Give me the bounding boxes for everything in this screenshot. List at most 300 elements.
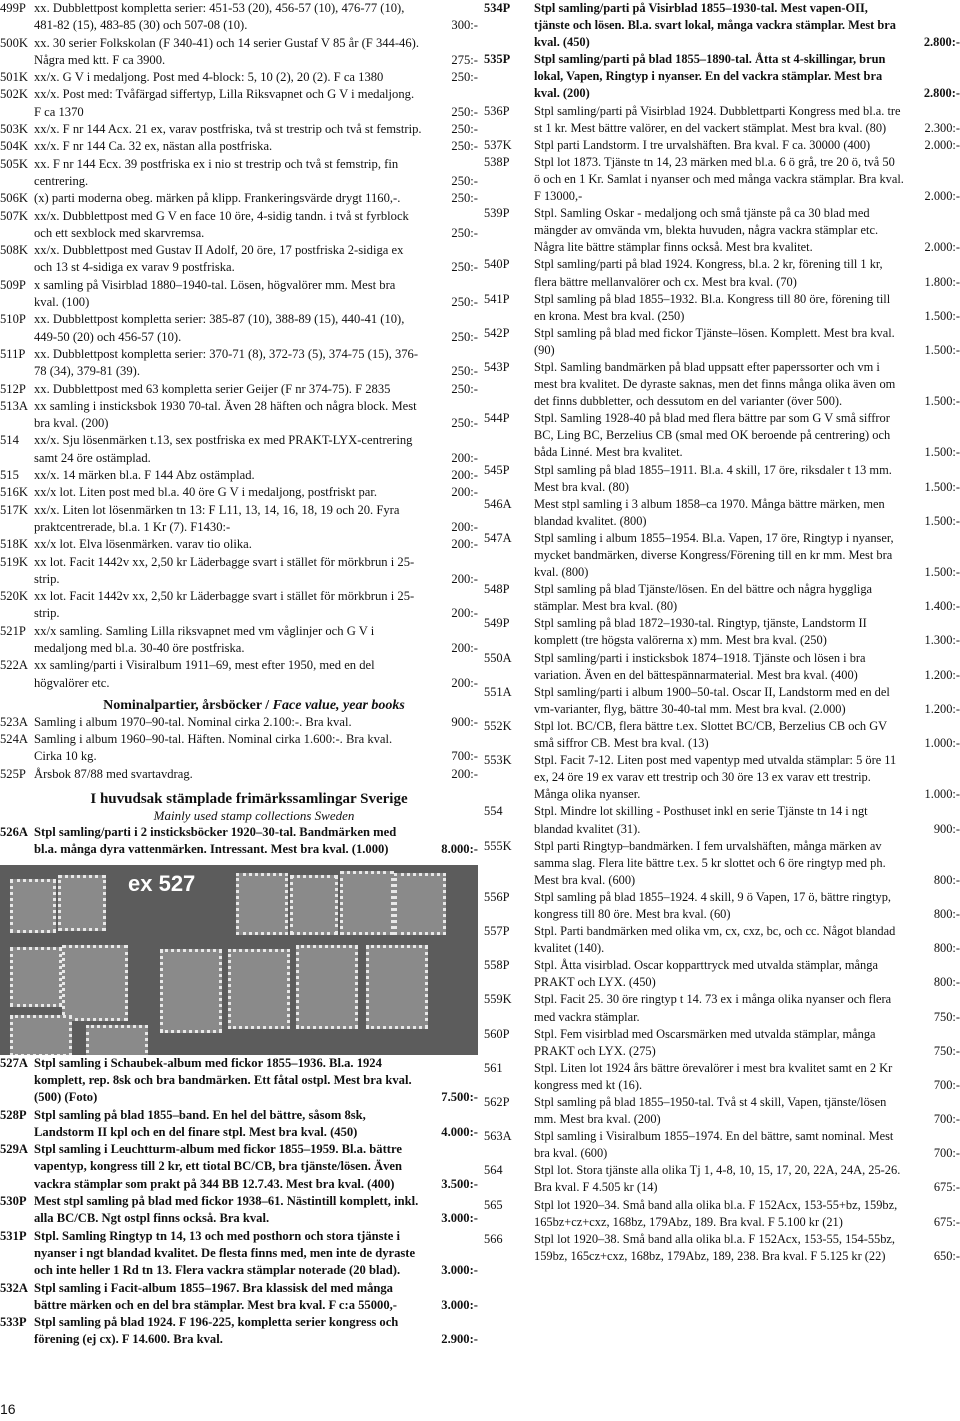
lot-description: Samling i album 1960–90-tal. Häften. Nominal cirka 1.600:-. Bra kval. Cirka 10 kg. (34, 732, 393, 764)
lot-price: 300:- (451, 18, 478, 33)
lot-entry (484, 205, 960, 256)
lot-number: 546A (484, 496, 512, 511)
stamp-image (160, 949, 222, 1033)
lot-number: 554 (484, 804, 503, 819)
lot-price: 8.000:- (441, 842, 478, 857)
lot-description: Stpl lot 1873. Tjänste tn 14, 23 märken med bl.a. 6 ö grå, tre 20 ö, två 50 ö och en 1 Kr. Samlat i nyanser och med många vackra stämplar. Bra kval. F 13000,- (534, 154, 904, 204)
lot-number: 539P (484, 206, 510, 221)
stamp-image (86, 1025, 148, 1055)
lot-price: 200:- (451, 571, 478, 586)
lot-number: 508K (0, 243, 28, 258)
lot-number: 504K (0, 139, 28, 154)
lot-price: 675:- (933, 1214, 960, 1229)
lot-entry (484, 752, 960, 803)
lot-description: xx/x samling. Samling Lilla riksvapnet med vm våglinjer och G V i medaljong med bl.a. 30-40 öre postfriska. (34, 623, 375, 655)
lot-number: 520K (0, 589, 28, 604)
lot-price: 200:- (451, 537, 478, 552)
lot-number: 545P (484, 462, 510, 477)
lot-number: 511P (0, 346, 26, 361)
lot-description: Stpl samling/parti i insticksbok 1874–1918. Tjänste och lösen i bra variation. Även en del bättespännarmaterial. Mest bra kval. (400) (534, 650, 866, 682)
left-column (0, 0, 478, 1349)
lot-price: 900:- (933, 821, 960, 836)
lot-entry (0, 1314, 478, 1349)
lot-entry (0, 346, 478, 381)
lot-description: Samling i album 1970–90-tal. Nominal cirka 2.100:-. Bra kval. (34, 714, 352, 729)
lot-price: 250:- (451, 381, 478, 396)
stamp-image (236, 873, 288, 935)
lot-description: Stpl samling på blad 1855–1911. Bl.a. 4 skill, 17 öre, riksdaler t 13 mm. Mest bra kval. (80) (534, 462, 892, 494)
lot-price: 675:- (933, 1180, 960, 1195)
page-number: 16 (0, 1401, 16, 1417)
lot-number: 558P (484, 958, 510, 973)
lot-description: xx lot. Facit 1442v xx, 2,50 kr Läderbagge svart i stället för mörkbrun i 25-strip. (34, 554, 415, 586)
lot-number: 562P (484, 1095, 510, 1109)
lot-number: 515 (0, 468, 19, 483)
lot-price: 1.500:- (924, 308, 960, 323)
lot-entry (484, 0, 960, 51)
lot-price: 1.000:- (924, 787, 960, 802)
lot-description: xx/x. Dubblettpost med Gustav II Adolf, 20 öre, 17 postfriska 2-sidiga ex och 13 st 4-sidiga ex varav 9 postfriska. (34, 243, 404, 275)
lot-entry (0, 381, 478, 398)
lot-entry (0, 1280, 478, 1315)
lot-price: 200:- (451, 519, 478, 534)
lot-entry (0, 35, 478, 70)
lot-price: 250:- (451, 70, 478, 85)
lot-number: 510P (0, 312, 26, 327)
lot-entry (484, 410, 960, 461)
stamp-image (296, 945, 358, 1029)
lot-price: 250:- (451, 225, 478, 240)
lot-description: Mest stpl samling i 3 album 1858–ca 1970. Många bättre märken, men blandad kvalitet. (800) (534, 496, 885, 528)
lot-price: 800:- (933, 906, 960, 921)
lot-number: 521P (0, 623, 26, 638)
stamp-image (62, 945, 128, 1021)
lot-price: 1.000:- (924, 736, 960, 751)
lot-price: 250:- (451, 295, 478, 310)
lot-entry (0, 86, 478, 121)
lot-description: Stpl samling på blad Tjänste/lösen. En del bättre och några hyggliga stämplar. Mest bra kval. (80) (534, 582, 873, 614)
stamp-image (394, 873, 446, 935)
lot-entry (0, 311, 478, 346)
lot-description: xx/x. 14 märken bl.a. F 144 Abz ostämplad. (34, 468, 255, 483)
lot-entry (484, 1060, 960, 1094)
lot-number: 564 (484, 1163, 503, 1178)
lot-price: 900:- (451, 714, 478, 729)
lot-entry (484, 154, 960, 205)
lot-number: 526A (0, 825, 28, 840)
lot-price: 1.200:- (924, 701, 960, 716)
lot-number: 531P (0, 1228, 27, 1243)
lot-description: xx. Dubblettpost kompletta serier: 385-87 (10), 388-89 (15), 440-41 (10), 449-50 (20) och 456-57 (10). (34, 312, 405, 344)
lot-number: 507K (0, 208, 28, 223)
stamp-image (366, 945, 428, 1029)
lot-list (484, 103, 960, 1265)
lot-entry (484, 650, 960, 684)
lot-number: 538P (484, 154, 510, 169)
lot-price: 1.800:- (924, 274, 960, 289)
lot-number: 537K (484, 137, 512, 152)
lot-entry (0, 657, 478, 692)
lot-description: Stpl samling i Facit-album 1855–1967. Bra klassisk del med många bättre märken och en del bra stämplar. Mest bra kval. F c:a 55000,- (34, 1280, 397, 1312)
lot-description: Stpl. Parti bandmärken med olika vm, cx, cxz, bc, och cc. Något blandad kvalitet (140). (534, 924, 896, 956)
lot-price: 1.300:- (924, 633, 960, 648)
lot-description: x samling på Visirblad 1880–1940-tal. Lösen, högvalörer mm. Mest bra kval. (100) (34, 277, 396, 310)
lot-price: 7.500:- (441, 1090, 478, 1105)
lot-entry (0, 156, 478, 191)
lot-price: 250:- (451, 191, 478, 206)
stamp-image (10, 1015, 72, 1055)
lot-entry (484, 1231, 960, 1265)
lot-description: Stpl. Samling 1928-40 på blad med flera bättre par som G V små siffror BC, Ling BC, Berzelius CB (smal med OK beroende på centrering) och båda Linné. Mest bra kvalitet. (534, 411, 891, 460)
lot-number: 513A (0, 398, 28, 413)
lot-entry (0, 69, 478, 86)
lot-price: 1.500:- (924, 445, 960, 460)
lot-price: 1.500:- (924, 479, 960, 494)
lot-description: xx/x. G V i medaljong. Post med 4-block: 5, 10 (2), 20 (2). F ca 1380 (34, 70, 384, 85)
lot-number: 565 (484, 1197, 503, 1212)
lot-entry (484, 137, 960, 154)
lot-description: Stpl samling/parti på blad 1924. Kongress, bl.a. 2 kr, förening till 1 kr, flera bättre mellanvalörer och cx. Mest bra kval. (70) (534, 257, 883, 289)
lot-number: 527A (0, 1055, 28, 1070)
lot-number: 503K (0, 122, 28, 137)
lot-number: 534P (484, 1, 511, 15)
photo-label: ex 527 (128, 870, 196, 896)
lot-number: 553K (484, 753, 512, 768)
lot-entry (484, 1197, 960, 1231)
lot-entry (0, 502, 478, 537)
lot-description: xx. 30 serier Folkskolan (F 340-41) och 14 serier Gustaf V 85 år (F 344-46). Några med ktt. F ca 3900. (34, 35, 419, 67)
lot-number: 501K (0, 70, 28, 85)
lot-number: 502K (0, 87, 28, 102)
lot-price: 200:- (451, 640, 478, 655)
lot-entry (484, 1162, 960, 1196)
lot-list (484, 0, 960, 103)
lot-price: 2.900:- (441, 1332, 478, 1347)
lot-price: 200:- (451, 766, 478, 781)
lot-description: xx. Dubblettpost med 63 kompletta serier Geijer (F nr 374-75). F 2835 (34, 381, 391, 396)
lot-number: 524A (0, 732, 28, 747)
lot-description: xx/x lot. Liten post med bl.a. 40 öre G V i medaljong, postfriskt par. (34, 485, 378, 500)
lot-price: 2.000:- (924, 240, 960, 255)
lot-entry (0, 1193, 478, 1228)
lot-entry (0, 484, 478, 501)
lot-price: 250:- (451, 173, 478, 188)
lot-entry (0, 398, 478, 433)
lot-number: 517K (0, 502, 28, 517)
lot-entry (484, 359, 960, 410)
stamp-image (290, 875, 338, 935)
lot-entry (0, 824, 478, 859)
lot-description: Stpl samling i album 1855–1954. Bl.a. Vapen, 17 öre, Ringtyp i nyanser, mycket bandmärken, diverse Kongress/Förening till en kr mm. Mest bra kval. (800) (534, 530, 894, 580)
lot-entry (484, 325, 960, 359)
lot-number: 552K (484, 718, 512, 733)
stamp-photo (0, 865, 478, 1055)
lot-entry (484, 1128, 960, 1162)
lot-entry (484, 889, 960, 923)
lot-price: 1.200:- (924, 667, 960, 682)
lot-description: Stpl samling/parti i album 1900–50-tal. Oscar II, Landstorm med en del vm-varianter, flyg, bättre 30-40-tal mm. Mest bra kval. (2.000) (534, 684, 890, 716)
lot-description: xx samling i insticksbok 1930 70-tal. Även 28 häften och några block. Mest bra kval. (200) (34, 398, 417, 431)
lot-number: 523A (0, 714, 28, 729)
lot-number: 499P (0, 1, 26, 15)
lot-price: 700:- (933, 1112, 960, 1127)
lot-number: 544P (484, 411, 510, 426)
lot-number: 533P (0, 1315, 27, 1330)
lot-entry (0, 1055, 478, 1107)
lot-entry (0, 190, 478, 207)
lot-description: Stpl samling i Schaubek-album med fickor 1855–1936. Bl.a. 1924 komplett, rep. 8sk och bra bandmärken. Ett fåtal ostpl. Mest bra kval. (500) (Foto) (34, 1055, 412, 1105)
lot-entry (0, 1107, 478, 1142)
lot-description: xx. F nr 144 Ecx. 39 postfriska ex i nio st trestrip och två st femstrip, fin centrering. (34, 156, 399, 188)
lot-entry (484, 462, 960, 496)
lot-number: 506K (0, 191, 28, 206)
lot-number: 548P (484, 582, 510, 597)
lot-entry (484, 103, 960, 137)
lot-description: xx/x. Dubblettpost med G V en face 10 öre, 4-sidig tandn. i två st fyrblock och ett sexblock med skarvremsa. (34, 208, 409, 240)
lot-entry (484, 615, 960, 649)
stamp-image (58, 875, 106, 931)
lot-entry (484, 838, 960, 889)
lot-description: Stpl samling på blad med fickor Tjänste–lösen. Komplett. Mest bra kval. (90) (534, 325, 895, 357)
lot-description: xx/x. Sju lösenmärken t.13, sex postfriska ex med PRAKT-LYX-centrering samt 24 öre ostämplad. (34, 433, 413, 465)
lot-number: 516K (0, 485, 28, 500)
lot-entry (484, 1026, 960, 1060)
lot-number: 529A (0, 1142, 28, 1157)
lot-description: Stpl samling i Leuchtturm-album med fickor 1855–1959. Bl.a. bättre vapentyp, kongress till 2 kr, ett tiotal BC/CB, bra tjänste/lösen. Även vackra stämplar som prakt på 344 BB 12.7.43. Mest bra kval. (400) (34, 1142, 403, 1191)
lot-number: 566 (484, 1231, 503, 1246)
lot-description: xx/x. F nr 144 Ca. 32 ex, nästan alla postfriska. (34, 139, 273, 154)
lot-price: 3.000:- (441, 1297, 478, 1312)
lot-number: 541P (484, 291, 510, 306)
lot-description: Stpl samling på blad 1924. F 196-225, kompletta serier kongress och förening (ej cx). F 14.600. Bra kval. (34, 1315, 399, 1347)
lot-price: 800:- (933, 941, 960, 956)
lot-number: 560P (484, 1026, 510, 1041)
lot-price: 2.800:- (923, 86, 960, 101)
section-heading-english: Face value, year books (272, 697, 405, 713)
lot-description: Stpl samling i Visiralbum 1855–1974. En del bättre, samt nominal. Mest bra kval. (600) (534, 1129, 894, 1161)
lot-description: Stpl parti Ringtyp–bandmärken. I fem urvalshäften, många märken av samma slag. Flera lite bättre t.ex. 5 kr slottet och 6 öre ringtyp med ph. Mest bra kval. (600) (534, 838, 886, 887)
lot-entry (0, 1141, 478, 1193)
lot-price: 250:- (451, 260, 478, 275)
lot-price: 700:- (933, 1077, 960, 1092)
lot-entry (484, 991, 960, 1025)
lot-number: 514 (0, 433, 19, 448)
lot-entry (484, 803, 960, 837)
lot-description: Stpl. Samling Oskar - medaljong och små tjänste på ca 30 blad med mängder av omvända vm, blekta huvuden, några vackra stämplar etc. Några lite bättre stämplar finns också. Mest bra kvalitet. (534, 206, 879, 255)
lot-number: 559K (484, 992, 512, 1007)
lot-number: 530P (0, 1194, 27, 1209)
lot-entry (484, 581, 960, 615)
stamp-image (228, 949, 290, 1029)
lot-price: 700:- (933, 1146, 960, 1161)
lot-number: 561 (484, 1060, 503, 1075)
lot-description: Stpl. Facit 25. 30 öre ringtyp t 14. 73 ex i många olika nyanser och flera med vackra stämplar. (534, 992, 892, 1024)
lot-number: 555K (484, 838, 512, 853)
lot-number: 551A (484, 684, 512, 699)
lot-price: 750:- (933, 1043, 960, 1058)
lot-number: 525P (0, 766, 26, 781)
lot-price: 650:- (933, 1248, 960, 1263)
lot-price: 800:- (933, 872, 960, 887)
lot-entry (0, 536, 478, 553)
lot-entry (484, 957, 960, 991)
lot-price: 250:- (451, 364, 478, 379)
lot-entry (0, 1228, 478, 1280)
lot-entry (484, 684, 960, 718)
lot-description: xx/x. Liten lot lösenmärken tn 13: F L11, 13, 14, 16, 18, 19 och 20. Fyra praktcentrerade, bl.a. 1 Kr (7). F1430:- (34, 502, 400, 534)
lot-list (0, 1055, 478, 1349)
lot-number: 536P (484, 103, 510, 118)
lot-price: 1.500:- (924, 394, 960, 409)
lot-price: 250:- (451, 104, 478, 119)
lot-price: 275:- (451, 52, 478, 67)
lot-description: Stpl samling/parti i 2 insticksböcker 1920–30-tal. Bandmärken med bl.a. många dyra vattenmärken. Intressant. Mest bra kval. (1.000) (34, 825, 397, 857)
lot-number: 556P (484, 889, 510, 904)
lot-number: 512P (0, 381, 26, 396)
lot-entry (484, 530, 960, 581)
lot-description: Stpl. Åtta visirblad. Oscar kopparttryck med utvalda stämplar, många PRAKT och LYX. (450) (534, 958, 878, 990)
lot-description: Stpl. Facit 7-12. Liten post med vapentyp med utvalda stämplar: 5 öre 11 ex, 24 öre 19 ex varav ett trestrip och 30 öre 13 ex varav ett trestrip. Många olika nyanser. (534, 753, 897, 802)
lot-number: 543P (484, 359, 510, 374)
lot-price: 1.500:- (924, 342, 960, 357)
lot-description: xx samling/parti i Visiralbum 1911–69, mest efter 1950, med en del högvalörer etc. (34, 658, 375, 690)
lot-price: 800:- (933, 975, 960, 990)
lot-description: Stpl samling på blad 1855–1924. 4 skill, 9 ö Vapen, 17 ö, bättre ringtyp, kongress till 80 öre. Mest bra kval. (60) (534, 889, 892, 921)
lot-description: (x) parti moderna obeg. märken på klipp. Frankeringsvärde drygt 1160,-. (34, 191, 401, 206)
lot-entry (0, 554, 478, 589)
lot-number: 500K (0, 35, 28, 50)
section-subtitle: Mainly used stamp collections Sweden (153, 808, 355, 824)
lot-price: 1.500:- (924, 565, 960, 580)
lot-price: 250:- (451, 416, 478, 431)
lot-price: 1.400:- (924, 599, 960, 614)
lot-entry (0, 731, 478, 766)
lot-entry (0, 242, 478, 277)
lot-number: 557P (484, 924, 510, 939)
lot-number: 505K (0, 156, 28, 171)
lot-price: 200:- (451, 675, 478, 690)
lot-entry (0, 714, 478, 731)
lot-entry (484, 256, 960, 290)
lot-price: 200:- (451, 450, 478, 465)
lot-description: Stpl. Liten lot 1924 års bättre örevalörer i mest bra kvalitet samt en 2 Kr kongress med kt (16). (534, 1060, 893, 1092)
lot-entry (0, 588, 478, 623)
lot-entry (484, 718, 960, 752)
lot-entry (484, 923, 960, 957)
lot-description: Stpl. Mindre lot skilling - Posthuset inkl en serie Tjänste tn 14 i ngt blandad kvalitet (31). (534, 804, 868, 836)
lot-entry (0, 121, 478, 138)
lot-number: 549P (484, 616, 510, 631)
lot-price: 1.500:- (924, 513, 960, 528)
lot-number: 509P (0, 277, 26, 292)
lot-description: Stpl samling på blad 1855–1932. Bl.a. Kongress till 80 öre, förening till en krona. Mest bra kval. (250) (534, 291, 891, 323)
lot-entry (484, 1094, 960, 1128)
lot-description: Stpl samling på blad 1855–1950-tal. Två st 4 skill, Vapen, tjänste/lösen mm. Mest bra kval. (200) (534, 1095, 887, 1127)
lot-description: Mest stpl samling på blad med fickor 1938–61. Nästintill komplett, inkl. alla BC/CB. Ngt ostpl finns också. Bra kval. (34, 1194, 419, 1226)
lot-description: xx/x. Post med: Tvåfärgad siffertyp, Lilla Riksvapnet och G V i medaljong. F ca 1370 (34, 87, 415, 119)
lot-description: Stpl. Samling Ringtyp tn 14, 13 och med posthorn och stora tjänste i nyanser i ngt blandad kvalitet. De flesta finns med, men inte de dyraste och inte heller 1 Rd tn 13. Flera vackra stämplar noterade (20 blad). (34, 1228, 416, 1278)
lot-list (0, 0, 478, 692)
lot-number: 540P (484, 257, 510, 272)
lot-price: 250:- (451, 122, 478, 137)
lot-number: 522A (0, 658, 28, 673)
lot-number: 518K (0, 537, 28, 552)
lot-description: Stpl samling på blad 1855–band. En hel del bättre, såsom 8sk, Landstorm II kpl och en del finare stpl. Mest bra kval. (450) (34, 1107, 366, 1139)
lot-number: 563A (484, 1129, 512, 1144)
lot-price: 250:- (451, 139, 478, 154)
lot-entry (484, 291, 960, 325)
lot-description: Stpl lot. BC/CB, flera bättre t.ex. Slottet BC/CB, Berzelius CB och GV små siffror CB. Mest bra kval. (13) (534, 718, 887, 751)
lot-description: Stpl. Samling bandmärken på blad uppsatt efter paperssorter och vm i mest bra kvalitet. De dyraste saknas, men det finns många olika även om det finns dubbletter, och dessutom en del varianter (över 500). (534, 359, 896, 409)
lot-description: Stpl parti Landstorm. I tre urvalshäften. Bra kval. F ca. 30000 (400) (534, 137, 871, 152)
stamp-image (10, 947, 62, 1007)
lot-price: 2.000:- (924, 137, 960, 152)
lot-description: Stpl samling/parti på Visirblad 1855–1930-tal. Mest vapen-OII, tjänste och lösen. Bl.a. svart lokal, många vackra stämplar. Mest bra kval. (450) (534, 1, 896, 50)
lot-list (0, 824, 478, 859)
lot-description: xx lot. Facit 1442v xx, 2,50 kr Läderbagge svart i stället för mörkbrun i 25-strip. (34, 589, 415, 621)
lot-number: 535P (484, 52, 511, 67)
stamp-image (10, 879, 56, 933)
lot-description: Stpl lot. Stora tjänste alla olika Tj 1, 4-8, 10, 15, 17, 20, 22A, 24A, 25-26. Bra kval. F 4.505 kr (14) (534, 1163, 901, 1195)
lot-entry (0, 766, 478, 783)
lot-number: 532A (0, 1280, 28, 1295)
lot-number: 519K (0, 554, 28, 569)
lot-number: 528P (0, 1107, 27, 1122)
lot-description: Stpl samling/parti på Visirblad 1924. Dubblettparti Kongress med bl.a. tre st 1 kr. Mest bättre valörer, en del vackert stämplat. Mest bra kval. (80) (534, 103, 901, 135)
lot-description: Stpl samling på blad 1872–1930-tal. Ringtyp, tjänste, Landstorm II komplett (tre högsta valörerna x) mm. Mest bra kval. (250) (534, 616, 867, 648)
lot-number: 542P (484, 325, 510, 340)
lot-description: Årsbok 87/88 med svartavdrag. (34, 766, 193, 781)
lot-price: 750:- (933, 1009, 960, 1024)
lot-list (0, 714, 478, 783)
lot-entry (0, 467, 478, 484)
lot-description: Stpl samling/parti på blad 1855–1890-tal. Åtta st 4-skillingar, brun lokal, Vapen, Ringtyp i nyanser. En del vackra stämplar. Mest bra kval. (200) (534, 52, 886, 101)
lot-entry (484, 496, 960, 530)
lot-price: 200:- (451, 468, 478, 483)
lot-price: 200:- (451, 485, 478, 500)
lot-price: 200:- (451, 606, 478, 621)
lot-price: 3.000:- (441, 1263, 478, 1278)
section-title: I huvudsak stämplade frimärkssamlingar Sverige (90, 791, 408, 808)
lot-price: 2.000:- (924, 189, 960, 204)
lot-price: 2.300:- (924, 120, 960, 135)
lot-description: Stpl. Fem visirblad med Oscarsmärken med utvalda stämplar, många PRAKT och LYX. (275) (534, 1026, 876, 1058)
lot-description: xx/x lot. Elva lösenmärken. varav tio olika. (34, 537, 252, 552)
section-heading: Nominalpartier, årsböcker / Face value, year books (103, 697, 405, 713)
lot-price: 4.000:- (441, 1124, 478, 1139)
lot-number: 550A (484, 650, 512, 665)
lot-entry (0, 277, 478, 312)
lot-number: 547A (484, 530, 512, 545)
stamp-image (340, 871, 394, 935)
lot-price: 3.500:- (441, 1176, 478, 1191)
lot-entry (484, 51, 960, 102)
lot-price: 250:- (451, 329, 478, 344)
lot-description: xx. Dubblettpost kompletta serier: 370-71 (8), 372-73 (5), 374-75 (15), 376-78 (34), 379-81 (39). (34, 346, 419, 379)
lot-entry (0, 623, 478, 658)
lot-price: 3.000:- (441, 1211, 478, 1226)
lot-entry (0, 432, 478, 467)
lot-entry (0, 138, 478, 155)
lot-description: xx. Dubblettpost kompletta serier: 451-53 (20), 456-57 (10), 476-77 (10), 481-82 (15), 483-85 (30) och 507-08 (10). (34, 1, 405, 33)
right-column (484, 0, 960, 1265)
lot-price: 2.800:- (923, 35, 960, 50)
lot-description: xx/x. F nr 144 Acx. 21 ex, varav postfriska, två st trestrip och två st femstrip. (34, 122, 422, 137)
lot-description: Stpl lot 1920–34. Små band alla olika bl.a. F 152Acx, 153-55+bz, 159bz, 165bz+cz+cxz, 168bz, 179Abz, 189. Bra kval. F 5.100 kr (21) (534, 1197, 898, 1229)
lot-entry (0, 208, 478, 243)
lot-description: Stpl lot 1920–38. Små band alla olika bl.a. F 152Acx, 153-55, 154-55bz, 159bz, 165cz+cxz, 168bz, 179Abz, 189, 238. Bra kval. F 5.125 kr (22) (534, 1231, 896, 1263)
lot-entry (0, 0, 478, 35)
